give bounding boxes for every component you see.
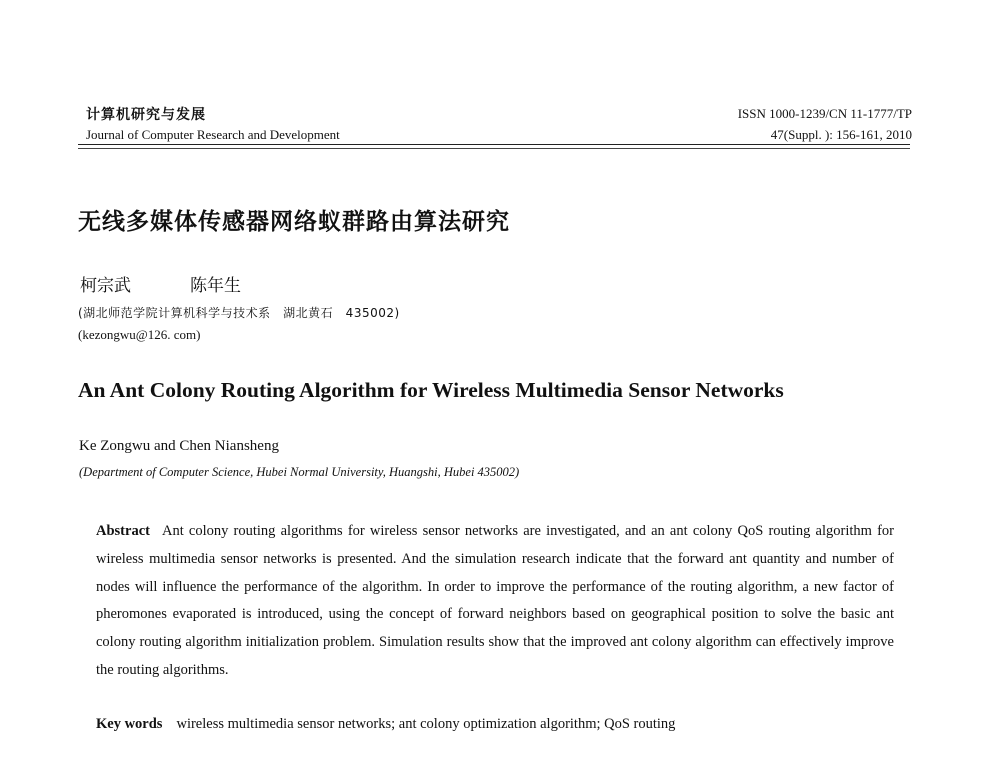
abstract bbox=[96, 518, 894, 685]
author-chinese-1: 柯宗武 bbox=[80, 276, 131, 296]
journal-issue-pages: 47(Suppl. ): 156-161, 2010 bbox=[770, 127, 912, 142]
keywords bbox=[96, 716, 675, 733]
journal-name-english: Journal of Computer Research and Development bbox=[86, 127, 340, 142]
paper-title-english: An Ant Colony Routing Algorithm for Wireless Multimedia Sensor Networks bbox=[78, 378, 784, 402]
journal-name-chinese: 计算机研究与发展 bbox=[86, 107, 206, 123]
authors-english: Ke Zongwu and Chen Niansheng bbox=[79, 438, 279, 454]
keywords-label: Key words bbox=[96, 716, 163, 732]
abstract-text: Ant colony routing algorithms for wireless sensor networks are investigated, and an ant colony QoS routing algorithm for wireless multimedia sensor networks is presented. And the simulation research indicate that the forward ant quantity and number of nodes will influence the performance of the algorithm. In order to improve the performance of the routing algorithm, a new factor of pheromones evaporated is introduced, using the concept of forward neighbors based on geographical position to solve the basic ant colony routing algorithm initialization problem. Simulation results show that the improved ant colony algorithm can effectively improve the routing algorithms. bbox=[96, 523, 894, 678]
abstract-label: Abstract bbox=[96, 523, 150, 539]
header-rule-top bbox=[78, 144, 910, 145]
keywords-text: wireless multimedia sensor networks; ant colony optimization algorithm; QoS routing bbox=[176, 716, 676, 732]
paper-title-chinese: 无线多媒体传感器网络蚁群路由算法研究 bbox=[78, 209, 510, 235]
affiliation-english: (Department of Computer Science, Hubei Normal University, Huangshi, Hubei 435002) bbox=[79, 465, 520, 479]
affiliation-chinese: (湖北师范学院计算机科学与技术系 湖北黄石 435002) bbox=[78, 306, 400, 320]
author-email: (kezongwu@126. com) bbox=[78, 327, 201, 342]
header-rule-bottom bbox=[78, 148, 910, 149]
author-chinese-2: 陈年生 bbox=[190, 276, 241, 296]
journal-issn: ISSN 1000-1239/CN 11-1777/TP bbox=[737, 106, 912, 121]
